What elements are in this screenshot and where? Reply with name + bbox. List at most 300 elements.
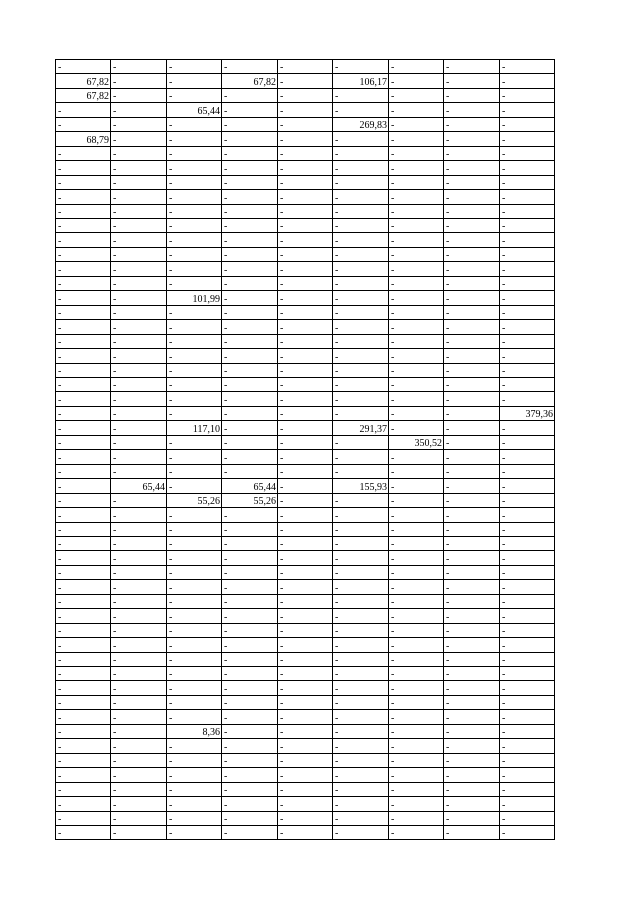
table-cell: -	[278, 450, 333, 464]
table-cell: -	[111, 450, 167, 464]
table-cell: -	[167, 132, 222, 146]
table-row	[56, 667, 555, 681]
table-cell: -	[111, 74, 167, 88]
table-cell: -	[111, 580, 167, 594]
table-cell: -	[56, 739, 111, 753]
table-cell: -	[222, 782, 278, 796]
table-cell: -	[333, 406, 389, 420]
table-cell: -	[444, 334, 500, 348]
table-cell: -	[167, 580, 222, 594]
table-cell: -	[167, 320, 222, 334]
table-cell: -	[278, 392, 333, 406]
table-cell: -	[56, 652, 111, 666]
table-row	[56, 724, 555, 738]
table-cell: -	[444, 450, 500, 464]
table-cell: -	[278, 334, 333, 348]
table-cell: -	[333, 334, 389, 348]
table-cell: -	[500, 724, 555, 738]
table-cell: -	[333, 826, 389, 840]
table-cell: -	[111, 522, 167, 536]
table-cell: -	[111, 623, 167, 637]
table-cell: -	[444, 652, 500, 666]
table-cell: -	[111, 392, 167, 406]
table-cell: 65,44	[111, 479, 167, 493]
table-cell: -	[444, 392, 500, 406]
table-cell: -	[222, 753, 278, 767]
table-cell: -	[56, 146, 111, 160]
table-cell: 68,79	[56, 132, 111, 146]
table-cell: 55,26	[222, 493, 278, 507]
table-cell: -	[111, 638, 167, 652]
table-cell: -	[500, 450, 555, 464]
table-cell: -	[444, 204, 500, 218]
table-cell: -	[222, 695, 278, 709]
table-cell: -	[278, 536, 333, 550]
table-cell: -	[167, 768, 222, 782]
table-cell: -	[222, 406, 278, 420]
table-cell: 117,10	[167, 421, 222, 435]
table-cell: -	[500, 768, 555, 782]
table-row	[56, 493, 555, 507]
table-cell: -	[111, 826, 167, 840]
table-cell: -	[278, 146, 333, 160]
table-cell: -	[111, 349, 167, 363]
table-cell: -	[389, 204, 444, 218]
table-row	[56, 305, 555, 319]
table-cell: -	[56, 291, 111, 305]
table-cell: -	[56, 175, 111, 189]
table-cell: -	[389, 406, 444, 420]
table-cell: -	[111, 536, 167, 550]
table-cell: -	[444, 406, 500, 420]
table-cell: -	[111, 681, 167, 695]
table-cell: 106,17	[333, 74, 389, 88]
table-cell: -	[500, 551, 555, 565]
table-cell: 291,37	[333, 421, 389, 435]
table-cell: -	[500, 276, 555, 290]
table-cell: -	[500, 204, 555, 218]
table-cell: -	[444, 667, 500, 681]
table-cell: -	[389, 132, 444, 146]
table-cell: -	[222, 320, 278, 334]
table-cell: -	[167, 826, 222, 840]
table-cell: -	[389, 464, 444, 478]
table-cell: -	[444, 88, 500, 102]
table-cell: -	[333, 565, 389, 579]
table-cell: -	[56, 103, 111, 117]
table-cell: -	[278, 508, 333, 522]
table-cell: -	[111, 435, 167, 449]
table-cell: -	[333, 493, 389, 507]
table-cell: -	[500, 334, 555, 348]
table-row	[56, 623, 555, 637]
table-cell: -	[56, 782, 111, 796]
table-cell: -	[500, 377, 555, 391]
table-cell: -	[444, 782, 500, 796]
table-cell: -	[389, 580, 444, 594]
table-cell: -	[500, 811, 555, 825]
table-cell: -	[167, 175, 222, 189]
table-row	[56, 797, 555, 811]
table-cell: -	[56, 508, 111, 522]
table-cell: -	[111, 652, 167, 666]
table-cell: -	[56, 536, 111, 550]
table-cell: -	[278, 493, 333, 507]
table-row	[56, 146, 555, 160]
table-cell: -	[278, 117, 333, 131]
table-cell: -	[389, 334, 444, 348]
table-cell: -	[222, 247, 278, 261]
table-cell: -	[444, 103, 500, 117]
table-cell: -	[500, 218, 555, 232]
table-cell: -	[333, 161, 389, 175]
table-cell: -	[278, 782, 333, 796]
table-cell: -	[222, 811, 278, 825]
table-cell: -	[167, 262, 222, 276]
table-cell: -	[278, 551, 333, 565]
table-cell: -	[56, 392, 111, 406]
table-cell: -	[389, 565, 444, 579]
table-cell: -	[111, 233, 167, 247]
table-cell: -	[56, 522, 111, 536]
table-cell: -	[167, 479, 222, 493]
table-cell: -	[111, 262, 167, 276]
table-cell: -	[167, 276, 222, 290]
table-cell: -	[389, 508, 444, 522]
table-cell: -	[278, 74, 333, 88]
table-row	[56, 190, 555, 204]
table-cell: -	[167, 60, 222, 74]
table-cell: -	[389, 218, 444, 232]
table-row	[56, 551, 555, 565]
table-cell: -	[333, 522, 389, 536]
table-cell: -	[333, 218, 389, 232]
table-row	[56, 710, 555, 724]
table-cell: -	[111, 493, 167, 507]
table-cell: -	[111, 363, 167, 377]
table-cell: -	[389, 695, 444, 709]
table-cell: -	[500, 681, 555, 695]
table-cell: -	[500, 638, 555, 652]
table-cell: -	[111, 291, 167, 305]
table-cell: -	[167, 594, 222, 608]
table-cell: -	[444, 435, 500, 449]
table-cell: -	[111, 406, 167, 420]
table-cell: -	[167, 233, 222, 247]
table-cell: -	[56, 464, 111, 478]
table-cell: -	[56, 218, 111, 232]
table-cell: -	[111, 190, 167, 204]
table-cell: -	[444, 117, 500, 131]
table-cell: -	[333, 103, 389, 117]
table-cell: -	[389, 782, 444, 796]
table-cell: -	[444, 233, 500, 247]
table-cell: -	[333, 623, 389, 637]
table-cell: -	[500, 349, 555, 363]
table-cell: -	[500, 60, 555, 74]
table-cell: -	[167, 117, 222, 131]
table-cell: -	[111, 739, 167, 753]
table-cell: -	[278, 464, 333, 478]
table-cell: -	[111, 508, 167, 522]
table-row	[56, 392, 555, 406]
table-cell: -	[222, 262, 278, 276]
table-cell: -	[111, 768, 167, 782]
table-cell: -	[500, 291, 555, 305]
table-cell: -	[278, 811, 333, 825]
table-cell: -	[222, 565, 278, 579]
table-row	[56, 594, 555, 608]
table-cell: -	[222, 60, 278, 74]
table-cell: -	[278, 363, 333, 377]
table-cell: -	[444, 305, 500, 319]
table-cell: -	[222, 377, 278, 391]
table-cell: -	[111, 421, 167, 435]
table-cell: -	[278, 349, 333, 363]
table-cell: -	[333, 710, 389, 724]
table-cell: -	[167, 681, 222, 695]
table-cell: -	[278, 768, 333, 782]
table-cell: -	[500, 710, 555, 724]
table-cell: -	[167, 638, 222, 652]
table-cell: -	[500, 421, 555, 435]
table-cell: -	[389, 609, 444, 623]
table-cell: -	[333, 349, 389, 363]
table-cell: -	[333, 247, 389, 261]
table-cell: -	[333, 190, 389, 204]
table-row	[56, 276, 555, 290]
table-cell: -	[444, 594, 500, 608]
table-cell: -	[111, 320, 167, 334]
table-cell: -	[167, 565, 222, 579]
table-cell: -	[389, 88, 444, 102]
table-cell: -	[278, 276, 333, 290]
table-cell: -	[222, 132, 278, 146]
table-cell: -	[333, 60, 389, 74]
table-cell: -	[111, 724, 167, 738]
table-cell: -	[167, 464, 222, 478]
table-cell: -	[500, 247, 555, 261]
table-cell: 350,52	[389, 435, 444, 449]
table-cell: -	[389, 493, 444, 507]
table-cell: 55,26	[167, 493, 222, 507]
table-cell: -	[389, 74, 444, 88]
table-row	[56, 565, 555, 579]
table-cell: -	[389, 392, 444, 406]
table-cell: -	[278, 305, 333, 319]
table-cell: -	[111, 60, 167, 74]
table-cell: -	[167, 667, 222, 681]
table-cell: -	[444, 363, 500, 377]
table-cell: -	[444, 826, 500, 840]
table-cell: -	[389, 623, 444, 637]
table-cell: -	[500, 508, 555, 522]
table-cell: -	[333, 508, 389, 522]
table-cell: -	[56, 710, 111, 724]
table-cell: -	[56, 826, 111, 840]
table-cell: -	[111, 88, 167, 102]
table-cell: -	[333, 305, 389, 319]
table-cell: -	[389, 811, 444, 825]
table-cell: 379,36	[500, 406, 555, 420]
data-table	[55, 59, 555, 840]
table-cell: -	[56, 190, 111, 204]
table-row	[56, 638, 555, 652]
table-cell: -	[111, 594, 167, 608]
table-cell: -	[389, 536, 444, 550]
table-cell: -	[444, 551, 500, 565]
table-cell: -	[278, 320, 333, 334]
table-cell: -	[56, 580, 111, 594]
table-cell: -	[333, 450, 389, 464]
table-cell: -	[389, 377, 444, 391]
table-cell: -	[56, 623, 111, 637]
table-cell: -	[167, 406, 222, 420]
table-cell: -	[56, 768, 111, 782]
table-cell: -	[278, 233, 333, 247]
table-cell: -	[222, 667, 278, 681]
table-cell: -	[222, 146, 278, 160]
table-cell: -	[389, 681, 444, 695]
table-row	[56, 103, 555, 117]
table-cell: -	[278, 88, 333, 102]
table-cell: 269,83	[333, 117, 389, 131]
table-cell: -	[278, 377, 333, 391]
table-row	[56, 377, 555, 391]
table-cell: 101,99	[167, 291, 222, 305]
table-cell: -	[111, 305, 167, 319]
table-cell: -	[389, 161, 444, 175]
table-cell: -	[500, 132, 555, 146]
table-cell: -	[278, 204, 333, 218]
table-cell: -	[333, 811, 389, 825]
table-cell: -	[167, 536, 222, 550]
table-cell: -	[111, 609, 167, 623]
table-cell: -	[278, 247, 333, 261]
table-cell: -	[500, 797, 555, 811]
table-row	[56, 320, 555, 334]
table-cell: -	[500, 623, 555, 637]
table-cell: -	[444, 479, 500, 493]
table-row	[56, 753, 555, 767]
table-cell: 67,82	[222, 74, 278, 88]
table-cell: -	[278, 406, 333, 420]
table-cell: -	[56, 493, 111, 507]
table-cell: -	[333, 392, 389, 406]
table-cell: -	[500, 117, 555, 131]
table-cell: -	[167, 204, 222, 218]
table-cell: -	[222, 435, 278, 449]
table-row	[56, 768, 555, 782]
table-cell: -	[333, 204, 389, 218]
table-cell: -	[167, 739, 222, 753]
table-cell: -	[278, 565, 333, 579]
table-cell: -	[500, 565, 555, 579]
table-cell: -	[111, 811, 167, 825]
table-cell: -	[222, 797, 278, 811]
table-cell: -	[278, 580, 333, 594]
table-cell: -	[56, 450, 111, 464]
table-row	[56, 349, 555, 363]
table-row	[56, 652, 555, 666]
table-cell: -	[278, 190, 333, 204]
table-cell: -	[111, 695, 167, 709]
table-cell: -	[167, 377, 222, 391]
table-cell: -	[167, 811, 222, 825]
table-row	[56, 406, 555, 420]
table-cell: -	[56, 638, 111, 652]
table-row	[56, 74, 555, 88]
table-cell: -	[222, 768, 278, 782]
table-cell: -	[278, 724, 333, 738]
table-cell: -	[389, 146, 444, 160]
table-cell: -	[222, 580, 278, 594]
table-cell: -	[333, 536, 389, 550]
table-cell: -	[222, 233, 278, 247]
table-cell: -	[278, 638, 333, 652]
table-cell: -	[111, 667, 167, 681]
table-cell: -	[444, 753, 500, 767]
table-row	[56, 450, 555, 464]
table-cell: -	[111, 797, 167, 811]
table-row	[56, 536, 555, 550]
table-cell: -	[389, 175, 444, 189]
table-cell: -	[111, 782, 167, 796]
table-cell: -	[167, 695, 222, 709]
table-cell: -	[111, 204, 167, 218]
table-cell: -	[222, 638, 278, 652]
table-cell: -	[56, 247, 111, 261]
table-row	[56, 334, 555, 348]
table-cell: -	[444, 710, 500, 724]
table-row	[56, 204, 555, 218]
table-cell: -	[278, 522, 333, 536]
table-cell: -	[333, 291, 389, 305]
table-cell: -	[222, 681, 278, 695]
table-cell: -	[56, 594, 111, 608]
table-cell: -	[278, 623, 333, 637]
table-cell: -	[278, 710, 333, 724]
table-cell: -	[500, 782, 555, 796]
table-cell: -	[111, 334, 167, 348]
table-cell: -	[222, 117, 278, 131]
table-cell: -	[278, 652, 333, 666]
table-row	[56, 479, 555, 493]
table-cell: -	[167, 710, 222, 724]
table-cell: -	[167, 753, 222, 767]
table-cell: -	[111, 161, 167, 175]
table-cell: -	[56, 421, 111, 435]
table-cell: -	[500, 652, 555, 666]
table-cell: -	[56, 204, 111, 218]
table-cell: -	[278, 262, 333, 276]
table-cell: -	[333, 797, 389, 811]
table-cell: -	[111, 710, 167, 724]
table-cell: -	[111, 377, 167, 391]
table-cell: -	[500, 103, 555, 117]
table-cell: -	[56, 334, 111, 348]
table-cell: -	[444, 262, 500, 276]
table-cell: -	[167, 349, 222, 363]
table-cell: -	[278, 218, 333, 232]
table-cell: -	[222, 652, 278, 666]
table-cell: 65,44	[167, 103, 222, 117]
table-cell: -	[278, 421, 333, 435]
table-cell: -	[500, 522, 555, 536]
table-cell: -	[444, 768, 500, 782]
table-cell: -	[278, 103, 333, 117]
table-cell: -	[389, 594, 444, 608]
